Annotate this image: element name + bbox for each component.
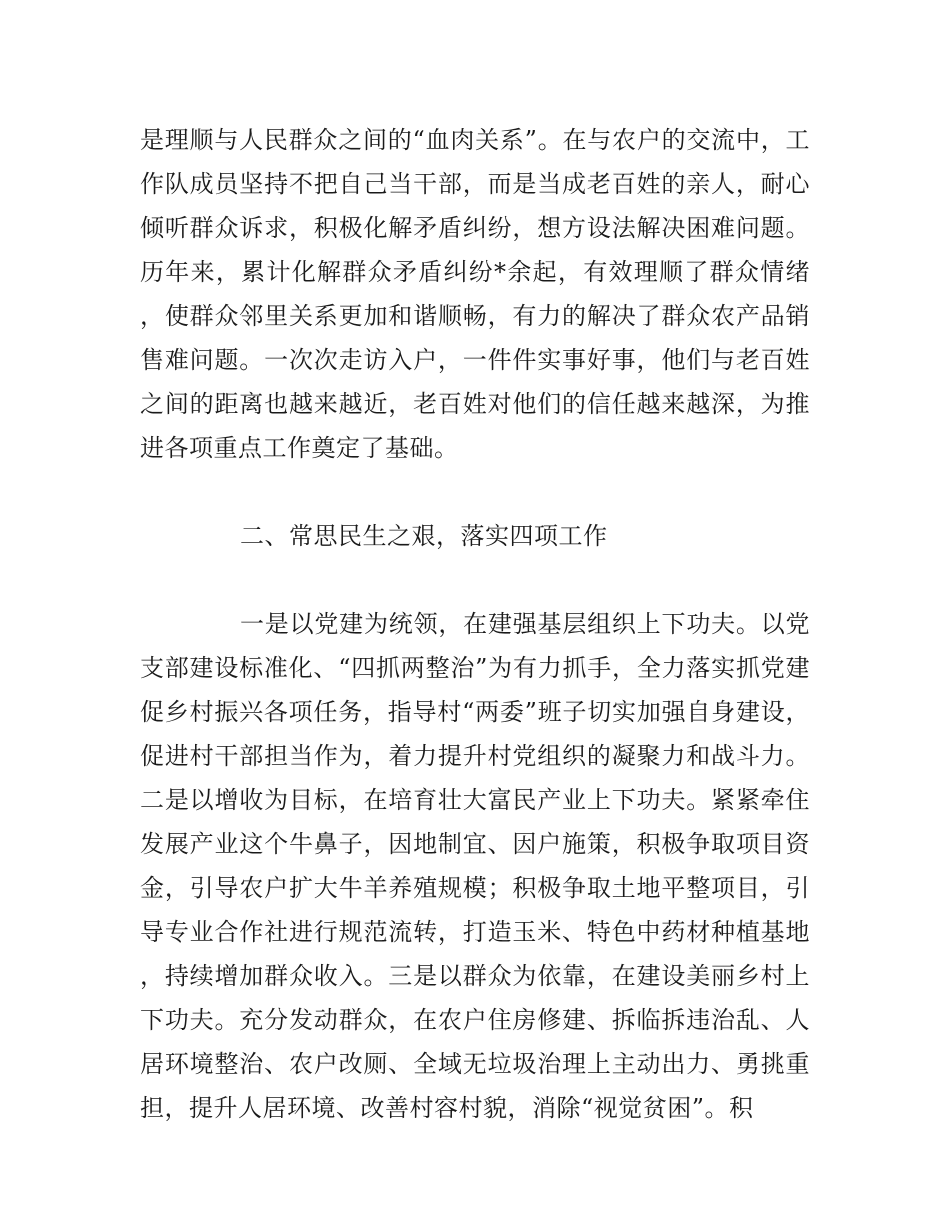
section-heading-two: 二、常思民生之艰，落实四项工作 [240, 522, 608, 550]
paragraph-four-tasks: 一是以党建为统领，在建强基层组织上下功夫。以党支部建设标准化、“四抓两整治”为有力抓手，全力落实抓党建促乡村振兴各项任务，指导村“两委”班子切实加强自身建设，促进村干部担当作为，着力提升村党组织的凝聚力和战斗力。二是以增收为目标，在培育壮大富民产业上下功夫。紧紧牵住发展产业这个牛鼻子，因地制宜、因户施策，积极争取项目资金，引导农户扩大牛羊养殖规模；积极争取土地平整项目，引导专业合作社进行规范流转，打造玉米、特色中药材种植基地，持续增加群众收入。三是以群众为依靠，在建设美丽乡村上下功夫。充分发动群众，在农户住房修建、拆临拆违治乱、人居环境整治、农户改厕、全域无垃圾治理上主动出力、勇挑重担，提升人居环境、改善村容村貌，消除“视觉贫困”。积 [140, 610, 810, 1122]
paragraph-blood-relationship: 是理顺与人民群众之间的“血肉关系”。在与农户的交流中，工作队成员坚持不把自己当干部，而是当成老百姓的亲人，耐心倾听群众诉求，积极化解矛盾纠纷，想方设法解决困难问题。历年来，累计化解群众矛盾纠纷*余起，有效理顺了群众情绪，使群众邻里关系更加和谐顺畅，有力的解决了群众农产品销售难问题。一次次走访入户，一件件实事好事，他们与老百姓之间的距离也越来越近，老百姓对他们的信任越来越深，为推进各项重点工作奠定了基础。 [140, 126, 810, 462]
document-body [140, 118, 810, 1130]
